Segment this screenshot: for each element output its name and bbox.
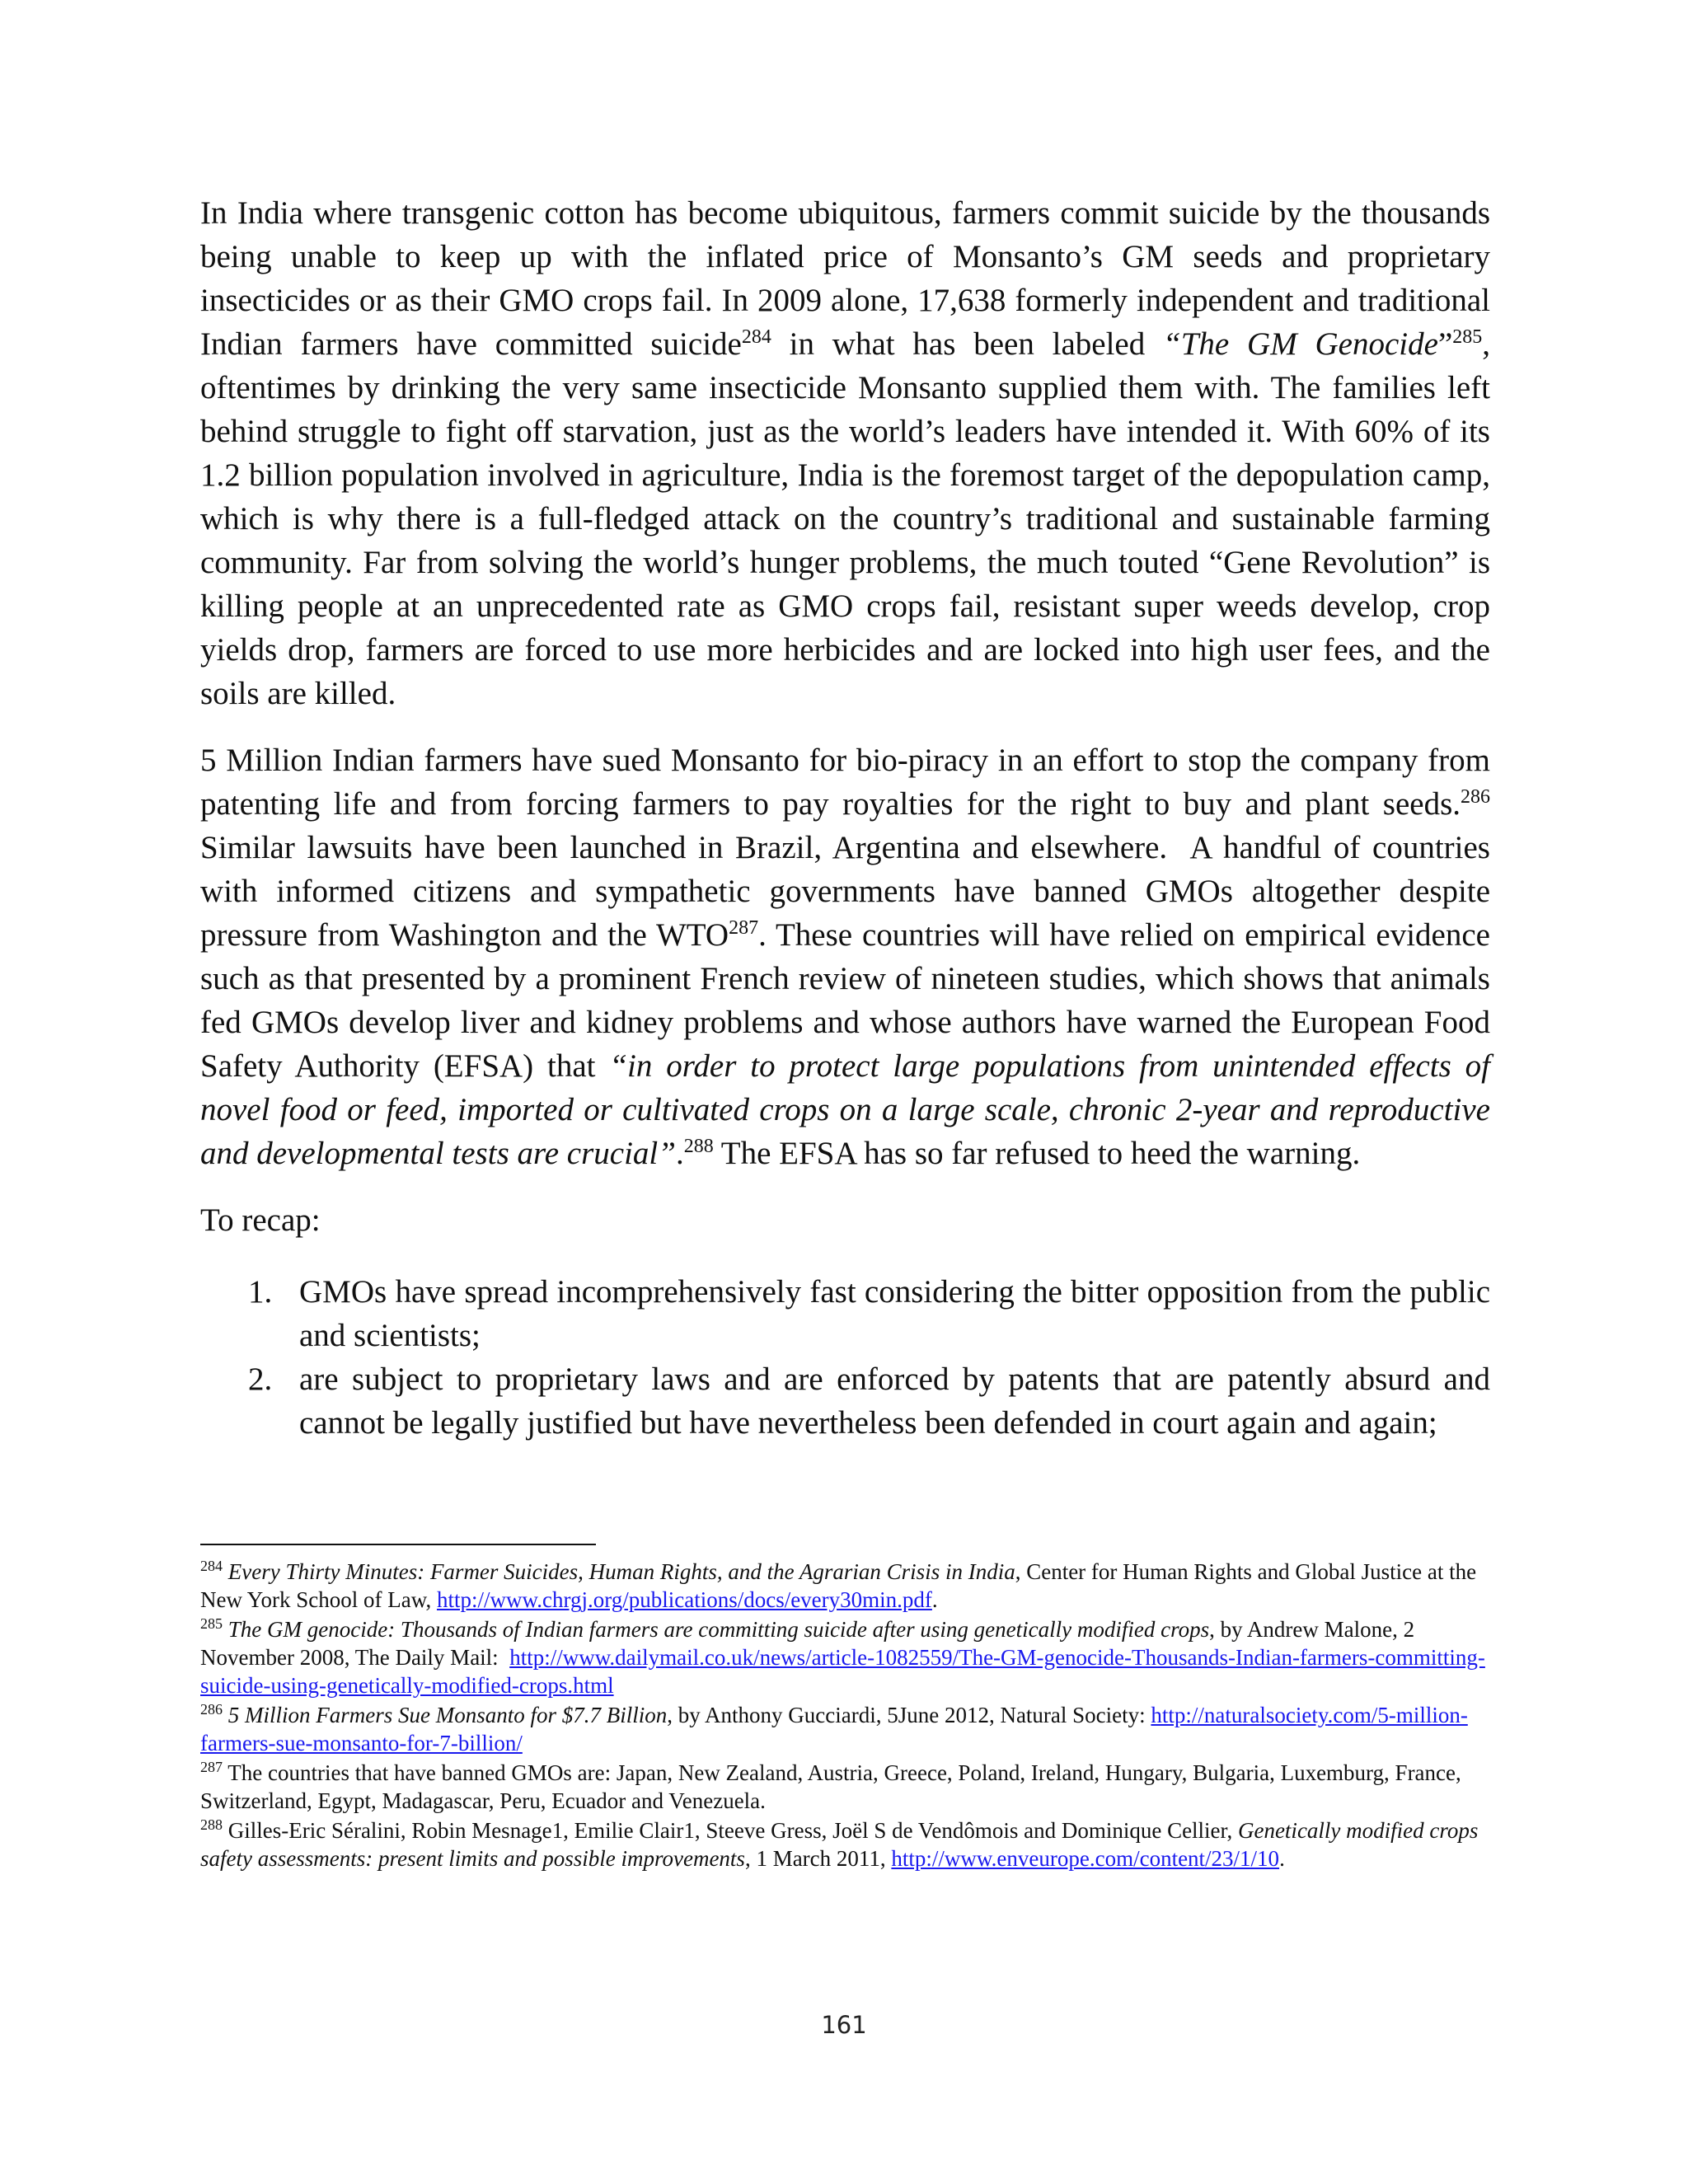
paragraph-text: In India where transgenic cotton has become ubiquitous, farmers commit suicide by the thousands being unable to keep up with the inflated price of Monsanto’s GM seeds and proprietary insecticides or as their GMO crops fail. In 2009 alone, 17,638 formerly independent and traditional Indian farmers have committed suicide [200,195,1490,362]
footnote-link[interactable]: http://www.dailymail.co.uk/news/article-1082559/The-GM-genocide-Thousands-Indian-farmers-committing-suicide-using-genetically-modified-crops.html [200,1645,1485,1698]
footnote-link[interactable]: http://naturalsociety.com/5-million-farmers-sue-monsanto-for-7-billion/ [200,1703,1468,1755]
page-number: 161 [821,2011,867,2039]
footnote-ref-284[interactable]: 284 [741,326,771,348]
footnote-text: The countries that have banned GMOs are: Japan, New Zealand, Austria, Greece, Poland, Ireland, Hungary, Bulgaria, Luxemburg, France, Switzerland, Egypt, Madagascar, Peru, Ecuador and Venezuela. [200,1760,1461,1813]
paragraph-text: in what has been labeled [771,326,1164,362]
list-item-text: GMOs have spread incomprehensively fast considering the bitter opposition from the public and scientists; [299,1274,1490,1353]
paragraph-text: 5 Million Indian farmers have sued Monsanto for bio-piracy in an effort to stop the company from patenting life and from forcing farmers to pay royalties for the right to buy and plant seeds. [200,743,1490,822]
footnote-divider [200,1544,596,1545]
paragraph-text: ” [1437,326,1453,362]
footnote-number: 285 [200,1615,223,1632]
footnote-ref-288[interactable]: 288 [683,1136,714,1157]
footnote-title: 5 Million Farmers Sue Monsanto for $7.7 Billion [227,1703,668,1727]
footnote-title: The GM genocide: Thousands of Indian farmers are committing suicide after using genetically modified crops [227,1617,1210,1642]
italic-quote: “in order to protect large populations from unintended effects of novel food or feed, imported or cultivated crops on a large scale, chronic 2-year and reproductive and developmental tests are crucial” [200,1048,1490,1171]
page-body [200,191,1531,1445]
recap-label: To recap: [200,1202,321,1238]
footnote-ref-286[interactable]: 286 [1461,786,1490,808]
footnote-number: 284 [200,1558,223,1574]
paragraph-text: . These countries will have relied on empirical evidence such as that presented by a prominent French review of nineteen studies, which shows that animals fed GMOs develop liver and kidney problems and whose authors have warned the European Food Safety Authority (EFSA) that [200,917,1490,1084]
footnote-title: Every Thirty Minutes: Farmer Suicides, Human Rights, and the Agrarian Crisis in India [227,1559,1015,1584]
footnote-title: Genetically modified crops safety assessments: present limits and possible improvements [200,1818,1479,1871]
footnote-number: 288 [200,1816,223,1833]
footnote-link[interactable]: http://www.enveurope.com/content/23/1/10 [891,1846,1280,1871]
footnote-285 [200,1615,1490,1699]
footnote-ref-285[interactable]: 285 [1452,326,1483,348]
footnote-text: . [931,1587,938,1612]
paragraph-text: Similar lawsuits have been launched in Brazil, Argentina and elsewhere. A handful of countries with informed citizens and sympathetic governments have banned GMOs altogether despite pressure from Washington and the WTO [200,786,1531,953]
list-item-text: are subject to proprietary laws and are enforced by patents that are patently absurd and cannot be legally justified but have nevertheless been defended in court again and again; [299,1361,1490,1441]
paragraph-text: . [675,1136,684,1171]
list-item [200,1357,1490,1445]
footnote-288 [200,1816,1490,1872]
list-item-number: 2. [248,1361,273,1397]
footnote-text: , by Anthony Gucciardi, 5June 2012, Natural Society: [667,1703,1151,1727]
paragraph-india-suicides [200,191,1490,715]
paragraph-lawsuits [200,738,1531,1175]
footnote-text: Gilles-Eric Séralini, Robin Mesnage1, Emilie Clair1, Steeve Gress, Joël S de Vendômois and Dominique Cellier, [227,1818,1238,1843]
list-item-number: 1. [248,1274,273,1310]
italic-quote: “The GM Genocide [1163,326,1438,362]
footnote-link[interactable]: http://www.chrgj.org/publications/docs/every30min.pdf [436,1587,932,1612]
footnote-number: 286 [200,1701,223,1718]
footnote-number: 287 [200,1759,223,1775]
footnote-ref-287[interactable]: 287 [729,917,759,939]
footnote-text: . [1279,1846,1285,1871]
recap-list [200,1270,1490,1445]
footnote-287 [200,1759,1490,1815]
footnote-text: , 1 March 2011, [744,1846,892,1871]
footnotes [200,1558,1490,1874]
footnote-text: , Center for Human Rights and Global Justice at the New York School of Law, [200,1559,1477,1612]
paragraph-text: The EFSA has so far refused to heed the warning. [713,1136,1361,1171]
list-item [200,1270,1490,1357]
paragraph-text: , oftentimes by drinking the very same insecticide Monsanto supplied them with. The families left behind struggle to fight off starvation, just as the world’s leaders have intended it. With 60% of its 1.2 billion population involved in agriculture, India is the foremost target of the depopulation camp, which is why there is a full-fledged attack on the country’s traditional and sustainable farming community. Far from solving the world’s hunger problems, the much touted “Gene Revolution” is killing people at an unprecedented rate as GMO crops fail, resistant super weeds develop, crop yields drop, farmers are forced to use more herbicides and are locked into high user fees, and the soils are killed. [200,326,1490,711]
footnote-text: , by Andrew Malone, 2 November 2008, The Daily Mail: [200,1617,1420,1670]
footnote-286 [200,1701,1490,1757]
footnote-284 [200,1558,1490,1614]
